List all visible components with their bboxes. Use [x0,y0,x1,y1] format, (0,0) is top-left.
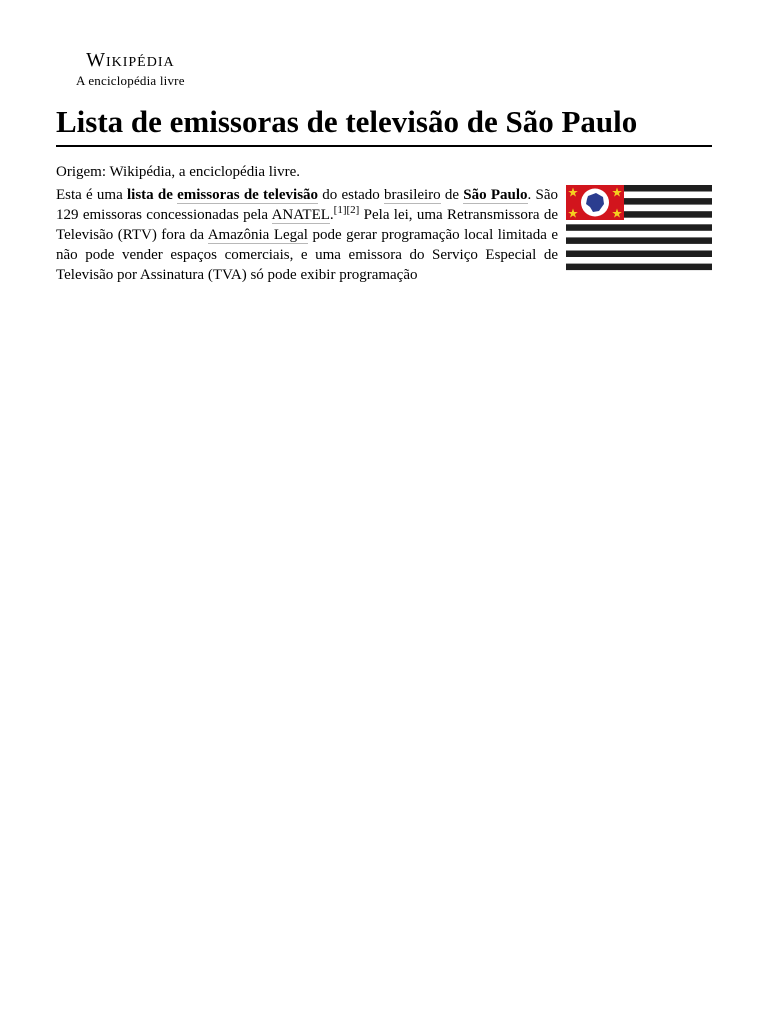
intro-text: pode gerar programação local limitada e não pode vender espaços comerciais, e uma emissora do Serviço Especial de Televisão por Assinatura (TVA) só pode exibir programação [56,227,558,283]
intro-text: de [440,187,464,203]
logo-tagline: A enciclopédia livre [76,73,185,88]
reference-1[interactable]: [1] [333,204,347,216]
link-brasileiro[interactable]: brasileiro [384,187,441,203]
intro-text: . [329,207,334,223]
intro-bold-text: lista de emissoras de televisão [126,187,319,203]
origin-line: Origem: Wikipédia, a enciclopédia livre. [56,164,301,180]
link-anatel[interactable]: ANATEL [271,207,330,223]
page-title: Lista de emissoras de televisão de São Paulo [56,104,712,147]
link-amazonia-legal[interactable]: Amazônia Legal [207,227,308,243]
wikipedia-logo[interactable] [76,50,185,87]
sao-paulo-flag-image[interactable] [566,185,712,277]
intro-text: Esta é uma [56,187,127,203]
intro-text: Pela lei, uma Retransmissora de Televisão (RTV) fora da [56,207,558,243]
sao-paulo-flag-icon [566,185,712,277]
intro-text: do estado [318,187,385,203]
reference-2[interactable]: [2] [346,204,360,216]
link-emissoras-de-televisao[interactable]: emissoras de televisão [177,187,319,203]
article-intro [56,185,712,284]
intro-text: . São 129 emissoras concessionadas pela [56,187,559,223]
link-sao-paulo[interactable]: São Paulo [463,187,528,203]
logo-wordmark: Wikipédia [86,49,175,71]
